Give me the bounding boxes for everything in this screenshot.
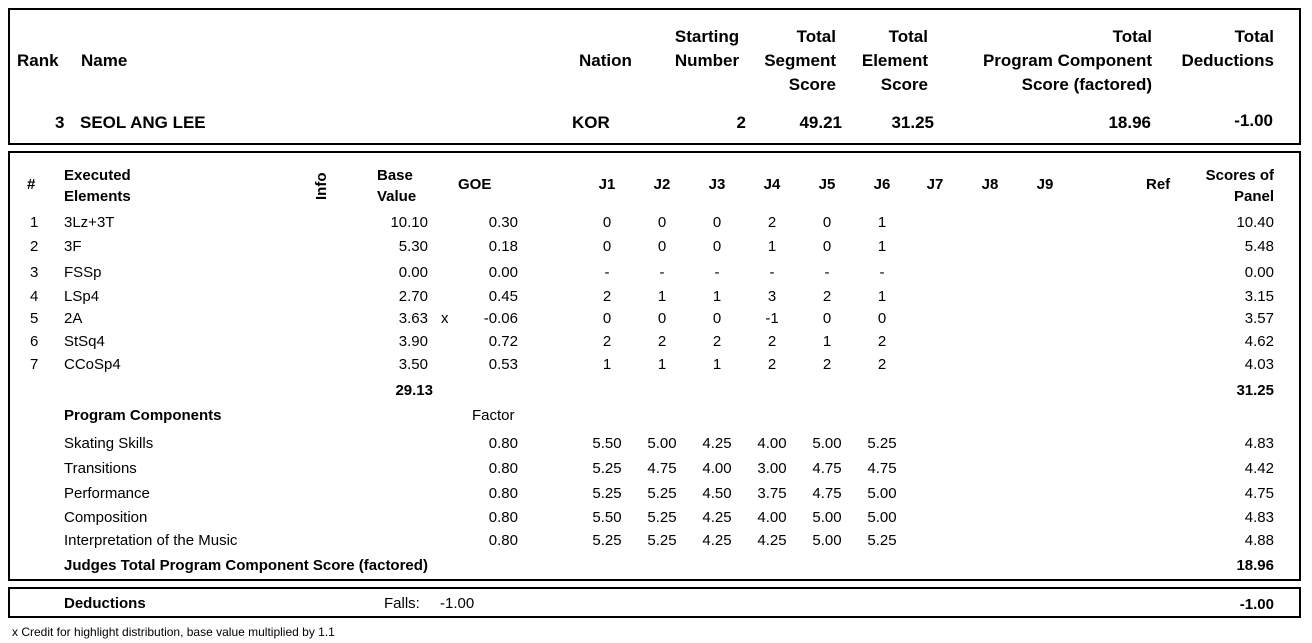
base-line1: Base	[377, 167, 413, 184]
component-judge-score: 5.25	[647, 509, 677, 526]
component-judge-score: 5.50	[592, 509, 622, 526]
pcs-label-line1: Total	[1112, 27, 1152, 46]
element-judge-score: 2	[877, 333, 887, 350]
element-name: FSSp	[64, 264, 102, 281]
element-judge-score: 2	[767, 356, 777, 373]
element-name: 2A	[64, 310, 83, 327]
element-base-value: 3.63	[398, 310, 428, 327]
footnote: x Credit for highlight distribution, base value multiplied by 1.1	[12, 625, 335, 639]
col-judge-header-2: J2	[653, 176, 671, 193]
element-base-value: 2.70	[398, 288, 428, 305]
component-factor: 0.80	[488, 435, 518, 452]
skater-rank: 3	[55, 113, 65, 132]
component-name: Interpretation of the Music	[64, 532, 238, 549]
element-judge-score: 1	[657, 356, 667, 373]
col-judge-header-3: J3	[708, 176, 726, 193]
element-name: 3F	[64, 238, 82, 255]
element-judge-score: 0	[712, 238, 722, 255]
base-line2: Value	[377, 188, 417, 205]
component-factor: 0.80	[488, 460, 518, 477]
element-judge-score: 2	[877, 356, 887, 373]
tss-label	[740, 25, 836, 97]
skater-name: SEOL ANG LEE	[80, 113, 206, 132]
component-judge-score: 4.00	[757, 435, 787, 452]
component-judge-score: 3.75	[757, 485, 787, 502]
col-ref-header: Ref	[1146, 176, 1171, 193]
panel-line2: Panel	[1233, 188, 1274, 205]
element-judge-score: 0	[822, 214, 832, 231]
rank-label: Rank	[17, 51, 59, 70]
component-name: Skating Skills	[64, 435, 154, 452]
element-panel-score: 3.57	[1244, 310, 1274, 327]
tes-label-line3: Score	[880, 75, 928, 94]
element-number: 3	[30, 264, 39, 281]
element-goe: -0.06	[483, 310, 518, 327]
col-base-header	[377, 165, 416, 207]
component-factor: 0.80	[488, 485, 518, 502]
tes-label	[830, 25, 928, 97]
element-judge-score: 2	[712, 333, 722, 350]
tes-label-line1: Total	[888, 27, 928, 46]
element-name: StSq4	[64, 333, 105, 350]
component-judge-score: 5.25	[592, 532, 622, 549]
total-element-score: 31.25	[891, 113, 934, 132]
component-judge-score: 4.25	[702, 509, 732, 526]
element-judge-score: 1	[877, 288, 887, 305]
element-base-value: 5.30	[398, 238, 428, 255]
element-judge-score: 0	[822, 238, 832, 255]
element-judge-score: 3	[767, 288, 777, 305]
name-label: Name	[81, 51, 128, 70]
element-judge-score: 1	[877, 214, 887, 231]
elements-total-panel: 31.25	[1236, 382, 1274, 399]
element-judge-score: 2	[822, 356, 832, 373]
component-judge-score: 5.00	[812, 435, 842, 452]
component-judge-score: 4.25	[702, 532, 732, 549]
col-panel-header	[1180, 165, 1274, 207]
element-name: CCoSp4	[64, 356, 121, 373]
element-goe: 0.30	[488, 214, 518, 231]
col-judge-header-7: J7	[926, 176, 944, 193]
pcs-label-line3: Score (factored)	[1021, 75, 1152, 94]
col-goe-header: GOE	[458, 176, 492, 193]
total-pcs: 18.96	[1108, 113, 1151, 132]
component-judge-score: 4.00	[757, 509, 787, 526]
component-judge-score: 5.00	[812, 532, 842, 549]
element-judge-score: 2	[767, 214, 777, 231]
element-base-value: 3.50	[398, 356, 428, 373]
col-judge-header-4: J4	[763, 176, 781, 193]
element-judge-score: 1	[712, 288, 722, 305]
element-judge-score: 0	[602, 310, 612, 327]
component-judge-score: 5.25	[867, 532, 897, 549]
element-judge-score: 0	[602, 214, 612, 231]
component-panel-score: 4.42	[1244, 460, 1274, 477]
factor-label: Factor	[472, 407, 515, 424]
total-deductions: -1.00	[1234, 111, 1273, 130]
col-executed-header	[64, 165, 131, 207]
executed-line2: Elements	[64, 188, 131, 205]
starting-number: 2	[736, 113, 746, 132]
element-judge-score: -	[604, 264, 610, 281]
element-judge-score: 2	[602, 288, 612, 305]
element-judge-score: 2	[602, 333, 612, 350]
component-judge-score: 5.00	[812, 509, 842, 526]
tss-label-line2: Segment	[764, 51, 836, 70]
component-judge-score: 5.25	[592, 460, 622, 477]
element-judge-score: 0	[822, 310, 832, 327]
tss-label-line3: Score	[788, 75, 836, 94]
element-name: LSp4	[64, 288, 100, 305]
falls-label: Falls:	[384, 595, 420, 612]
col-judge-header-5: J5	[818, 176, 836, 193]
component-name: Performance	[64, 485, 150, 502]
component-judge-score: 5.50	[592, 435, 622, 452]
element-panel-score: 5.48	[1244, 238, 1274, 255]
starting-number-label	[662, 25, 752, 73]
element-judge-score: -	[769, 264, 775, 281]
element-panel-score: 3.15	[1244, 288, 1274, 305]
deductions-box	[8, 587, 1301, 618]
element-judge-score: 0	[712, 310, 722, 327]
element-judge-score: 1	[712, 356, 722, 373]
panel-line1: Scores of	[1205, 167, 1274, 184]
falls-value: -1.00	[440, 595, 475, 612]
element-judge-score: -	[824, 264, 830, 281]
element-number: 4	[30, 288, 39, 305]
pc-total-label: Judges Total Program Component Score (factored)	[64, 557, 428, 574]
element-number: 2	[30, 238, 39, 255]
element-base-value: 10.10	[390, 214, 428, 231]
element-judge-score: 0	[657, 310, 667, 327]
element-number: 1	[30, 214, 39, 231]
deductions-header-label	[1160, 25, 1274, 73]
deductions-label: Deductions	[64, 595, 146, 612]
element-base-value: 0.00	[398, 264, 428, 281]
element-base-value: 3.90	[398, 333, 428, 350]
component-judge-score: 4.75	[867, 460, 897, 477]
deductions-total: -1.00	[1239, 596, 1274, 613]
pcs-label-line2: Program Component	[982, 51, 1152, 70]
col-judge-header-1: J1	[598, 176, 616, 193]
component-judge-score: 5.25	[867, 435, 897, 452]
component-judge-score: 4.50	[702, 485, 732, 502]
element-judge-score: 1	[602, 356, 612, 373]
element-number: 7	[30, 356, 39, 373]
component-judge-score: 4.75	[812, 460, 842, 477]
element-judge-score: 1	[767, 238, 777, 255]
element-judge-score: 0	[877, 310, 887, 327]
executed-line1: Executed	[64, 167, 131, 184]
component-judge-score: 4.25	[757, 532, 787, 549]
component-judge-score: 5.25	[592, 485, 622, 502]
element-judge-score: 0	[602, 238, 612, 255]
element-judge-score: 1	[877, 238, 887, 255]
element-judge-score: 2	[767, 333, 777, 350]
ded-label-line1: Total	[1234, 27, 1274, 46]
element-goe: 0.72	[488, 333, 518, 350]
element-number: 5	[30, 310, 39, 327]
elements-total-base: 29.13	[395, 382, 433, 399]
element-panel-score: 4.62	[1244, 333, 1274, 350]
element-judge-score: 1	[822, 333, 832, 350]
component-judge-score: 3.00	[757, 460, 787, 477]
element-goe: 0.00	[488, 264, 518, 281]
component-factor: 0.80	[488, 509, 518, 526]
element-panel-score: 10.40	[1236, 214, 1274, 231]
col-number-header: #	[27, 176, 36, 193]
component-judge-score: 5.00	[867, 509, 897, 526]
nation-label: Nation	[579, 51, 632, 70]
component-judge-score: 5.00	[867, 485, 897, 502]
col-judge-header-6: J6	[873, 176, 891, 193]
component-judge-score: 4.75	[647, 460, 677, 477]
starting-label-line2: Number	[674, 51, 740, 70]
component-panel-score: 4.88	[1244, 532, 1274, 549]
element-judge-score: 0	[657, 238, 667, 255]
element-judge-score: 1	[657, 288, 667, 305]
element-judge-score: -	[879, 264, 885, 281]
total-segment-score: 49.21	[799, 113, 842, 132]
component-name: Transitions	[64, 460, 137, 477]
pc-total-value: 18.96	[1236, 557, 1274, 574]
element-panel-score: 0.00	[1244, 264, 1274, 281]
ded-label-line2: Deductions	[1181, 51, 1274, 70]
element-judge-score: 0	[712, 214, 722, 231]
col-judge-header-8: J8	[981, 176, 999, 193]
element-info: x	[441, 310, 449, 327]
component-panel-score: 4.75	[1244, 485, 1274, 502]
component-judge-score: 4.25	[702, 435, 732, 452]
element-panel-score: 4.03	[1244, 356, 1274, 373]
pcs-label	[960, 25, 1152, 97]
col-info-header: Info	[313, 172, 330, 200]
component-factor: 0.80	[488, 532, 518, 549]
component-name: Composition	[64, 509, 148, 526]
element-judge-score: -1	[765, 310, 779, 327]
element-name: 3Lz+3T	[64, 214, 115, 231]
element-goe: 0.45	[488, 288, 518, 305]
element-judge-score: -	[714, 264, 720, 281]
component-panel-score: 4.83	[1244, 435, 1274, 452]
starting-label-line1: Starting	[674, 27, 740, 46]
element-goe: 0.18	[488, 238, 518, 255]
element-judge-score: 2	[822, 288, 832, 305]
component-judge-score: 4.75	[812, 485, 842, 502]
component-judge-score: 5.25	[647, 485, 677, 502]
tes-label-line2: Element	[861, 51, 928, 70]
element-judge-score: -	[659, 264, 665, 281]
component-judge-score: 5.00	[647, 435, 677, 452]
element-number: 6	[30, 333, 39, 350]
col-judge-header-9: J9	[1036, 176, 1054, 193]
element-judge-score: 0	[657, 214, 667, 231]
program-components-label: Program Components	[64, 407, 222, 424]
component-judge-score: 5.25	[647, 532, 677, 549]
tss-label-line1: Total	[796, 27, 836, 46]
skater-nation: KOR	[572, 113, 610, 132]
element-judge-score: 2	[657, 333, 667, 350]
component-judge-score: 4.00	[702, 460, 732, 477]
component-panel-score: 4.83	[1244, 509, 1274, 526]
element-goe: 0.53	[488, 356, 518, 373]
